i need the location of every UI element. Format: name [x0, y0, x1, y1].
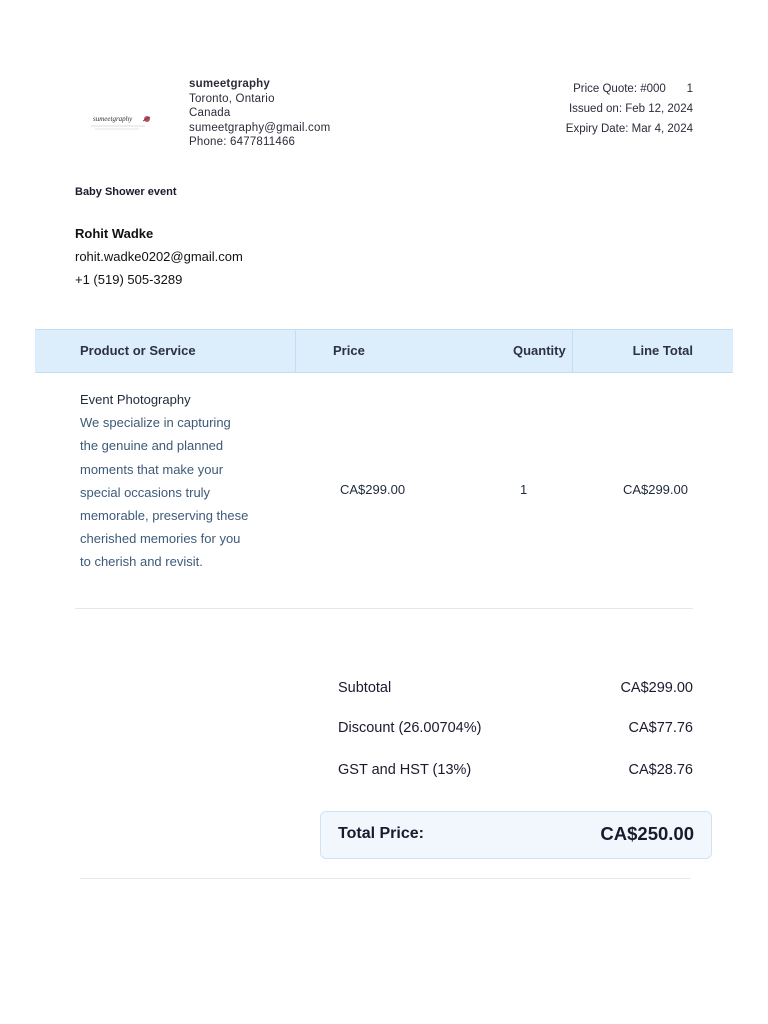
- total-price-value: CA$250.00: [600, 823, 694, 844]
- event-title: Baby Shower event: [75, 186, 177, 198]
- issued-date: Issued on: Feb 12, 2024: [568, 103, 693, 115]
- quote-number-label: Price Quote: #000: [573, 83, 666, 95]
- svg-text:sumeetgraphy: sumeetgraphy: [93, 115, 133, 123]
- quote-meta: [566, 79, 693, 139]
- quote-number: [566, 79, 693, 99]
- expiry-date: Expiry Date: Mar 4, 2024: [565, 123, 693, 135]
- company-name: sumeetgraphy: [189, 78, 271, 90]
- item-description: We specialize in capturing the genuine and planned moments that make your special occasions truly memorable, preserving these cherished memories for you to cherish and revisit.: [80, 415, 249, 570]
- header-quantity: Quantity: [513, 343, 566, 358]
- client-name: Rohit Wadke: [75, 226, 154, 241]
- item-price: CA$299.00: [340, 482, 406, 497]
- bottom-divider: [80, 878, 690, 879]
- quote-number-suffix: 1: [686, 83, 693, 95]
- company-logo: [84, 80, 160, 166]
- company-country: Canada: [189, 107, 231, 119]
- company-info: [189, 77, 330, 150]
- company-phone: Phone: 6477811466: [189, 136, 296, 148]
- item-name: Event Photography: [80, 392, 191, 407]
- header-product: Product or Service: [80, 343, 196, 358]
- header-price: Price: [333, 343, 365, 358]
- item-description-block: [80, 388, 250, 574]
- tax-label: GST and HST (13%): [338, 762, 472, 778]
- client-email[interactable]: rohit.wadke0202@gmail.com: [75, 249, 243, 264]
- total-price-label: Total Price:: [338, 825, 424, 842]
- company-email[interactable]: sumeetgraphy@gmail.com: [189, 121, 331, 134]
- client-phone: +1 (519) 505-3289: [75, 272, 183, 287]
- company-city: Toronto, Ontario: [189, 92, 275, 105]
- item-line-total: CA$299.00: [622, 482, 688, 497]
- header-divider: [572, 330, 573, 372]
- table-row: [75, 372, 693, 609]
- discount-label: Discount (26.00704%): [338, 720, 482, 736]
- header-line-total: Line Total: [632, 343, 693, 358]
- table-header: [35, 329, 733, 373]
- discount-value: CA$77.76: [628, 720, 693, 736]
- item-quantity: 1: [520, 482, 528, 497]
- client-info: [75, 222, 243, 291]
- subtotal-label: Subtotal: [338, 680, 392, 696]
- subtotal-value: CA$299.00: [620, 680, 693, 696]
- total-price-box: [320, 811, 712, 859]
- header-divider: [295, 330, 296, 372]
- tax-value: CA$28.76: [628, 762, 693, 778]
